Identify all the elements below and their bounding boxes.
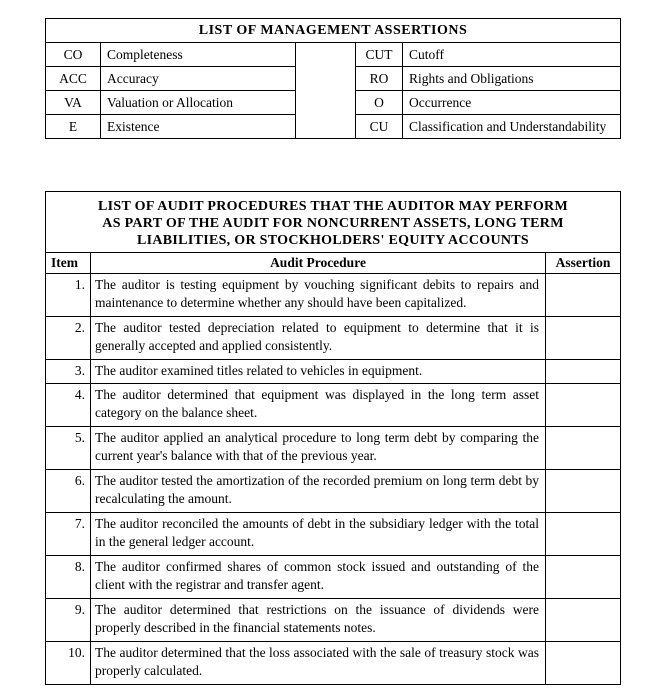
procedures-title-line: LIST OF AUDIT PROCEDURES THAT THE AUDITOR MAY PERFORM (98, 199, 568, 214)
assertion-code: VA (46, 91, 101, 115)
audit-procedures-table (45, 191, 621, 685)
assertion-spacer (296, 43, 356, 67)
procedure-text: The auditor is testing equipment by vouching significant debits to repairs and maintenance to determine whether any should have been capitalized. (91, 274, 546, 317)
procedure-row (46, 642, 621, 685)
assertion-code: CUT (356, 43, 403, 67)
procedure-text: The auditor tested the amortization of the recorded premium on long term debt by recalculating the amount. (91, 470, 546, 513)
assertion-spacer (296, 91, 356, 115)
assertion-name: Completeness (101, 43, 296, 67)
procedure-row (46, 470, 621, 513)
item-number: 4. (46, 384, 91, 427)
assertion-answer-cell[interactable] (546, 556, 621, 599)
assertion-name: Existence (101, 115, 296, 139)
assertion-code: ACC (46, 67, 101, 91)
procedure-text: The auditor determined that the loss associated with the sale of treasury stock was properly calculated. (91, 642, 546, 685)
assertion-answer-cell[interactable] (546, 599, 621, 642)
item-number: 3. (46, 360, 91, 384)
assertion-name: Occurrence (403, 91, 621, 115)
assertion-code: O (356, 91, 403, 115)
assertion-name: Classification and Understandability (403, 115, 621, 139)
assertion-answer-cell[interactable] (546, 642, 621, 685)
procedure-row (46, 556, 621, 599)
procedure-row (46, 384, 621, 427)
procedures-title-line: LIABILITIES, OR STOCKHOLDERS' EQUITY ACCOUNTS (137, 233, 529, 248)
assertion-column-header: Assertion (546, 253, 621, 274)
item-number: 9. (46, 599, 91, 642)
procedure-row (46, 274, 621, 317)
procedure-row (46, 317, 621, 360)
assertion-code: CU (356, 115, 403, 139)
assertion-code: RO (356, 67, 403, 91)
item-number: 6. (46, 470, 91, 513)
assertion-code: E (46, 115, 101, 139)
procedures-title-line: AS PART OF THE AUDIT FOR NONCURRENT ASSETS, LONG TERM (102, 216, 564, 231)
item-number: 5. (46, 427, 91, 470)
assertion-row (46, 43, 621, 67)
procedure-row (46, 599, 621, 642)
assertion-name: Valuation or Allocation (101, 91, 296, 115)
item-number: 7. (46, 513, 91, 556)
assertion-name: Cutoff (403, 43, 621, 67)
assertion-answer-cell[interactable] (546, 470, 621, 513)
procedure-row (46, 360, 621, 384)
assertion-answer-cell[interactable] (546, 274, 621, 317)
procedure-text: The auditor determined that equipment was displayed in the long term asset category on the balance sheet. (91, 384, 546, 427)
assertion-answer-cell[interactable] (546, 360, 621, 384)
assertion-answer-cell[interactable] (546, 513, 621, 556)
assertion-row (46, 115, 621, 139)
assertion-row (46, 91, 621, 115)
assertions-title: LIST OF MANAGEMENT ASSERTIONS (46, 19, 621, 43)
item-number: 2. (46, 317, 91, 360)
assertions-title-row (46, 19, 621, 43)
procedure-column-header: Audit Procedure (91, 253, 546, 274)
procedure-row (46, 513, 621, 556)
assertion-answer-cell[interactable] (546, 427, 621, 470)
item-number: 10. (46, 642, 91, 685)
procedure-text: The auditor reconciled the amounts of debt in the subsidiary ledger with the total in the general ledger account. (91, 513, 546, 556)
assertion-row (46, 67, 621, 91)
assertion-name: Rights and Obligations (403, 67, 621, 91)
procedure-text: The auditor tested depreciation related to equipment to determine that it is generally accepted and applied consistently. (91, 317, 546, 360)
procedure-row (46, 427, 621, 470)
assertion-spacer (296, 67, 356, 91)
assertion-name: Accuracy (101, 67, 296, 91)
assertion-answer-cell[interactable] (546, 384, 621, 427)
assertion-spacer (296, 115, 356, 139)
management-assertions-table (45, 18, 621, 139)
item-number: 8. (46, 556, 91, 599)
assertion-answer-cell[interactable] (546, 317, 621, 360)
item-column-header: Item (46, 253, 91, 274)
procedure-text: The auditor confirmed shares of common stock issued and outstanding of the client with the registrar and transfer agent. (91, 556, 546, 599)
procedure-text: The auditor determined that restrictions on the issuance of dividends were properly described in the financial statements notes. (91, 599, 546, 642)
procedures-title-row (46, 192, 621, 253)
procedure-text: The auditor applied an analytical procedure to long term debt by comparing the current year's balance with that of the previous year. (91, 427, 546, 470)
procedures-title (46, 192, 621, 253)
procedures-header-row (46, 253, 621, 274)
procedure-text: The auditor examined titles related to vehicles in equipment. (91, 360, 546, 384)
item-number: 1. (46, 274, 91, 317)
assertion-code: CO (46, 43, 101, 67)
